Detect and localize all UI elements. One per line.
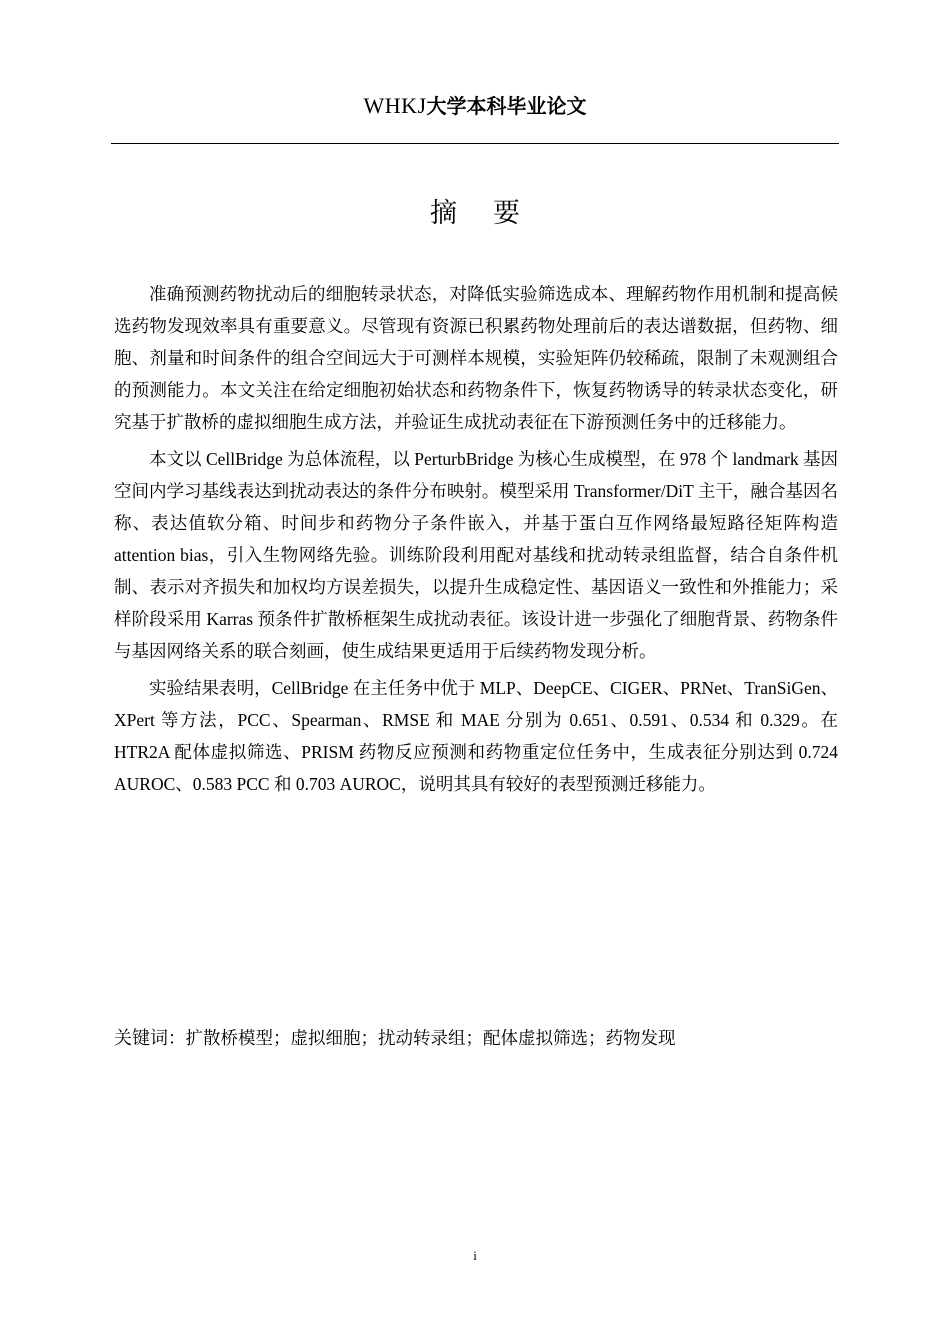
header-latin-part: WHKJ	[363, 93, 427, 118]
header-rule	[111, 143, 839, 144]
keywords-label: 关键词	[114, 1028, 168, 1049]
abstract-paragraph-2: 本文以 CellBridge 为总体流程，以 PerturbBridge 为核心生成模型，在 978 个 landmark 基因空间内学习基线表达到扰动表达的条件分布映射。模型采用 Transformer/DiT 主干，融合基因名称、表达值软分箱、时间步和药物分子条件嵌入，并基于蛋白互作网络最短路径矩阵构造 attention bias，引入生物网络先验。训练阶段利用配对基线和扰动转录组监督，结合自条件机制、表示对齐损失和加权均方误差损失，以提升生成稳定性、基因语义一致性和外推能力；采样阶段采用 Karras 预条件扩散桥框架生成扰动表征。该设计进一步强化了细胞背景、药物条件与基因网络关系的联合刻画，使生成结果更适用于后续药物发现分析。	[114, 449, 838, 661]
abstract-body	[114, 278, 838, 805]
keywords-line	[114, 1022, 838, 1055]
keywords-separator: ：	[168, 1028, 186, 1048]
running-header	[0, 91, 950, 121]
header-cjk-part: 大学本科毕业论文	[426, 94, 587, 118]
abstract-paragraph-1: 准确预测药物扰动后的细胞转录状态，对降低实验筛选成本、理解药物作用机制和提高候选药物发现效率具有重要意义。尽管现有资源已积累药物处理前后的表达谱数据，但药物、细胞、剂量和时间条件的组合空间远大于可测样本规模，实验矩阵仍较稀疏，限制了未观测组合的预测能力。本文关注在给定细胞初始状态和药物条件下，恢复药物诱导的转录状态变化，研究基于扩散桥的虚拟细胞生成方法，并验证生成扰动表征在下游预测任务中的迁移能力。	[114, 284, 838, 432]
abstract-paragraph-3: 实验结果表明，CellBridge 在主任务中优于 MLP、DeepCE、CIGER、PRNet、TranSiGen、XPert 等方法，PCC、Spearman、RMSE 和 MAE 分别为 0.651、0.591、0.534 和 0.329。在 HTR2A 配体虚拟筛选、PRISM 药物反应预测和药物重定位任务中，生成表征分别达到 0.724 AUROC、0.583 PCC 和 0.703 AUROC，说明其具有较好的表型预测迁移能力。	[114, 678, 838, 794]
abstract-title: 摘要	[430, 198, 556, 229]
keywords-text: 扩散桥模型；虚拟细胞；扰动转录组；配体虚拟筛选；药物发现	[185, 1028, 676, 1048]
page-number: i	[473, 1248, 477, 1263]
